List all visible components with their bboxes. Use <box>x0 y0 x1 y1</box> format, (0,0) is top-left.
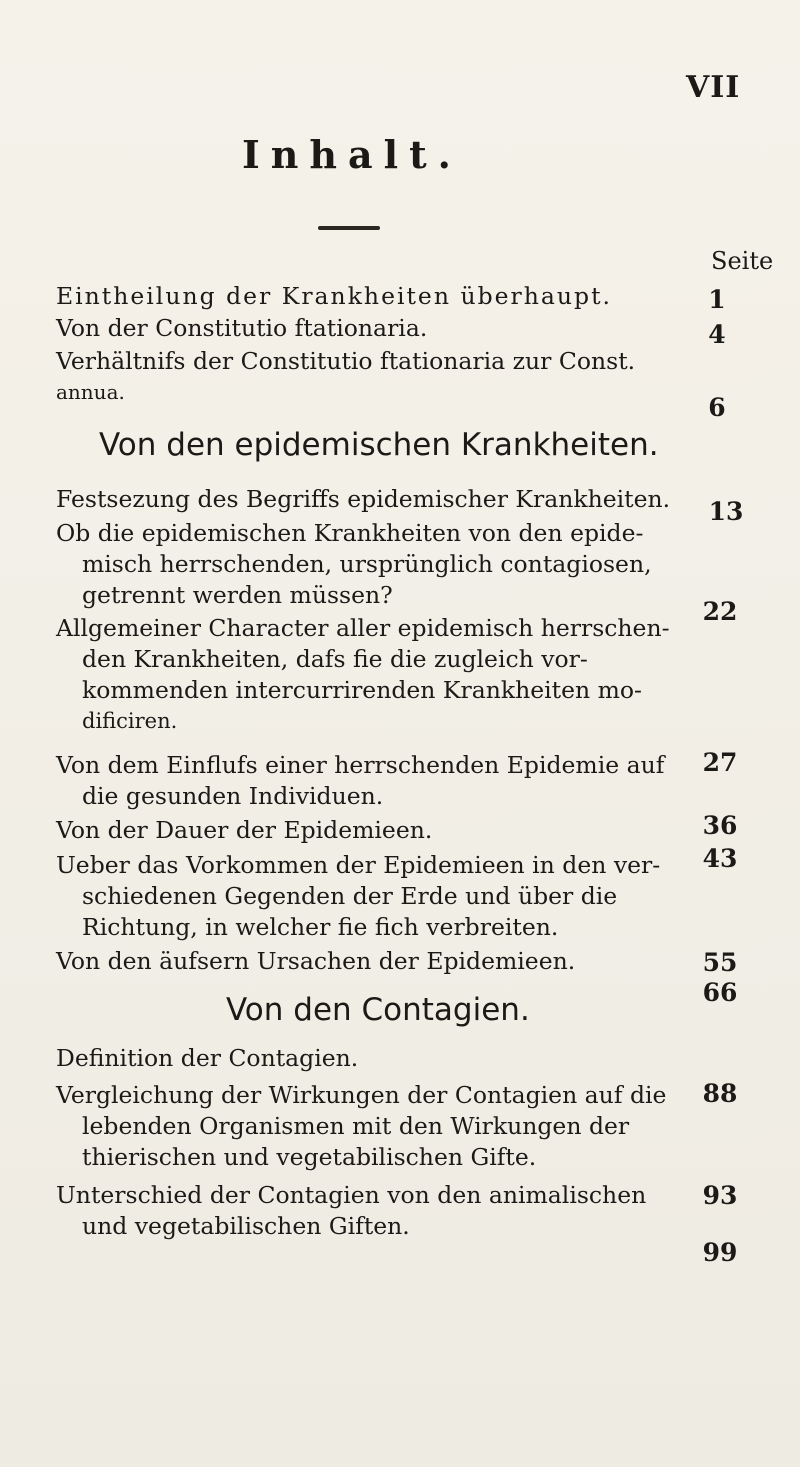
toc-entry <box>56 850 696 943</box>
toc-entry <box>56 946 696 977</box>
toc-entry <box>56 750 696 812</box>
page-column-label: Seite <box>711 247 774 275</box>
toc-page-number: 22 <box>702 597 738 626</box>
toc-entry-line: Definition der Contagien. <box>56 1044 359 1072</box>
toc-entry <box>56 346 696 408</box>
toc-entry-line: Ueber das Vorkommen der Epidemieen in den ver- <box>56 851 661 879</box>
toc-entry <box>56 313 696 344</box>
toc-entry-line: annua. <box>56 380 125 404</box>
page-number: VII <box>686 70 741 105</box>
toc-entry <box>56 815 696 846</box>
toc-entry <box>56 613 696 737</box>
toc-entry-line: lebenden Organismen mit den Wirkungen der <box>82 1112 630 1140</box>
toc-page-number: 55 <box>702 948 738 977</box>
toc-entry-line: Eintheilung der Krankheiten überhaupt. <box>56 282 613 310</box>
toc-entry-line: und vegetabilischen Giften. <box>82 1212 410 1240</box>
toc-entry-line: Von dem Einflufs einer herrschenden Epidemie auf <box>56 751 665 779</box>
toc-entry-line: getrennt werden müssen? <box>82 581 393 609</box>
toc-page-number: 88 <box>702 1079 738 1108</box>
toc-page-number: 1 <box>708 285 726 314</box>
section-heading: Von den epidemischen Krankheiten. <box>99 427 659 463</box>
toc-entry-line: dificiren. <box>82 709 178 733</box>
toc-page-number: 99 <box>702 1238 738 1267</box>
toc-entry <box>56 1180 696 1242</box>
section-heading: Von den Contagien. <box>226 992 530 1028</box>
toc-entry-line: Unterschied der Contagien von den animalischen <box>56 1181 647 1209</box>
toc-entry-line: Allgemeiner Character aller epidemisch herrschen- <box>56 614 670 642</box>
title-rule <box>318 226 380 230</box>
toc-entry-line: Richtung, in welcher fie fich verbreiten. <box>82 913 559 941</box>
toc-entry <box>56 484 696 515</box>
toc-entry <box>56 1043 696 1074</box>
toc-entry-line: die gesunden Individuen. <box>82 782 384 810</box>
toc-page-number: 13 <box>708 497 744 526</box>
toc-page-number: 6 <box>708 393 726 422</box>
toc-page-number: 93 <box>702 1181 738 1210</box>
toc-page-number: 36 <box>702 811 738 840</box>
toc-entry-line: Verhältnifs der Constitutio ftationaria zur Const. <box>56 347 636 375</box>
toc-entry-line: schiedenen Gegenden der Erde und über die <box>82 882 618 910</box>
toc-page-number: 66 <box>702 978 738 1007</box>
toc-entry-line: Festsezung des Begriffs epidemischer Krankheiten. <box>56 485 671 513</box>
toc-entry <box>56 518 696 611</box>
toc-entry-line: Von der Dauer der Epidemieen. <box>56 816 433 844</box>
page-title: Inhalt. <box>242 132 462 177</box>
toc-entry-line: misch herrschenden, ursprünglich contagiosen, <box>82 550 652 578</box>
toc-entry-line: Von der Constitutio ftationaria. <box>56 314 428 342</box>
toc-entry-line: den Krankheiten, dafs fie die zugleich vor- <box>82 645 588 673</box>
toc-entry-line: Vergleichung der Wirkungen der Contagien auf die <box>56 1081 667 1109</box>
toc-page-number: 27 <box>702 748 738 777</box>
toc-entry-line: kommenden intercurrirenden Krankheiten mo- <box>82 676 642 704</box>
toc-entry <box>56 1080 696 1173</box>
toc-entry-line: Ob die epidemischen Krankheiten von den epide- <box>56 519 644 547</box>
toc-entry <box>56 281 696 312</box>
toc-page-number: 4 <box>708 320 726 349</box>
toc-entry-line: thierischen und vegetabilischen Gifte. <box>82 1143 537 1171</box>
toc-entry-line: Von den äufsern Ursachen der Epidemieen. <box>56 947 576 975</box>
toc-page-number: 43 <box>702 844 738 873</box>
